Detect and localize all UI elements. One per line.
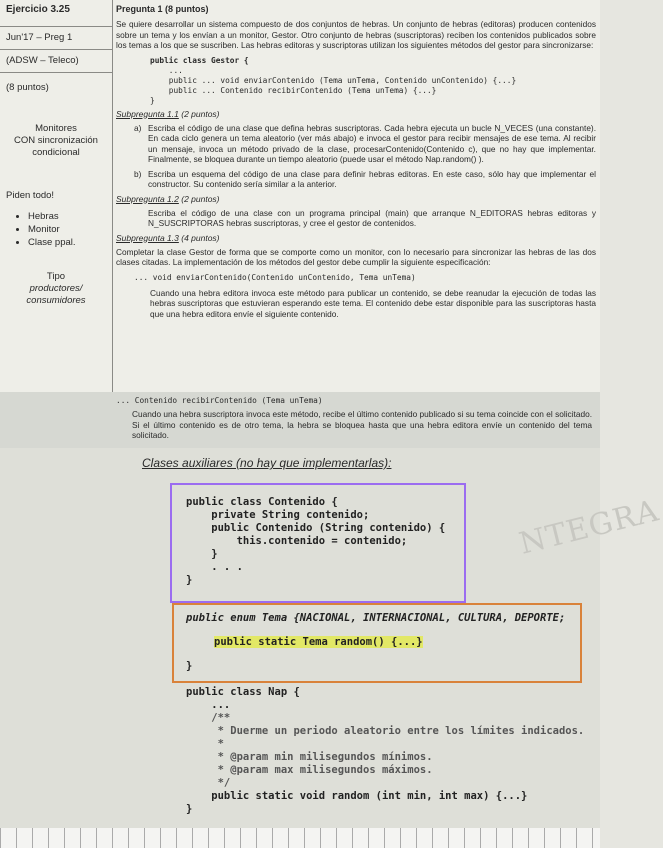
type-line: consumidores — [26, 295, 86, 306]
question-content — [116, 0, 596, 319]
item-label: b) — [134, 168, 142, 179]
code-line — [214, 636, 565, 649]
subquestion-1-heading — [116, 109, 596, 119]
exercise-title: Ejercicio 3.25 — [6, 4, 70, 15]
code-line: /** — [186, 712, 231, 724]
method-description-send: Cuando una hebra editora invoca este método para publicar un contenido, se debe reanudar la ejecución de todas las hebras suscriptoras que estuvieran esperando este tema. El contenido debe estar disponible para las suscriptoras hasta que una hebra editora envíe el siguiente contenido. — [150, 287, 596, 319]
grid-line — [496, 828, 497, 848]
asks-item: • Monitor — [28, 223, 112, 236]
grid-line — [416, 828, 417, 848]
asks-list — [28, 210, 112, 249]
sidebar-notes — [0, 0, 113, 392]
code-line: ... — [150, 65, 183, 75]
grid-line — [0, 828, 1, 848]
code-line: * Duerme un periodo aleatorio entre los límites indicados. — [186, 725, 585, 737]
grid-line — [48, 828, 49, 848]
method-description-receive: Cuando una hebra suscriptora invoca este método, recibe el último contenido publicado si su tema coincide con el solicitado. Si el último contenido es de otro tema, la hebra se bloquea hasta que una hebra editora envíe un contenido del tema solicitado. — [132, 409, 592, 440]
grid-line — [288, 828, 289, 848]
subquestion-3-points: (4 puntos) — [181, 232, 220, 243]
grid-line — [64, 828, 65, 848]
code-line: public Contenido (String contenido) { — [186, 522, 446, 534]
grid-line — [464, 828, 465, 848]
topic-line: CON sincronización — [14, 135, 98, 146]
grid-line — [576, 828, 577, 848]
grid-line — [16, 828, 17, 848]
code-line: } — [186, 574, 193, 586]
points-box — [0, 73, 112, 99]
subquestion-2-title: Subpregunta 1.2 — [116, 193, 179, 204]
subquestion-3-title: Subpregunta 1.3 — [116, 232, 179, 243]
subquestion-1-points: (2 puntos) — [181, 108, 220, 119]
type-line: Tipo — [46, 271, 66, 282]
grid-line — [400, 828, 401, 848]
exam-label: Jun'17 – Preg 1 — [6, 32, 73, 43]
subquestion-3-text: Completar la clase Gestor de forma que se comporte como un monitor, con lo necesario para sincronizar las hebras de las dos clases citadas. La implementación de los métodos del gestor debe cumplir la siguiente especificación: — [116, 246, 596, 267]
exam-sheet-top — [0, 0, 600, 392]
subquestion-2-points: (2 puntos) — [181, 193, 220, 204]
grid-line — [560, 828, 561, 848]
tema-code — [186, 612, 565, 673]
grid-line — [528, 828, 529, 848]
subquestion-3-heading — [116, 233, 596, 243]
asks-box — [0, 189, 112, 249]
asks-item: • Clase ppal. — [28, 236, 112, 249]
asks-label: Piden todo! — [6, 190, 55, 201]
code-line: . . . — [186, 561, 243, 573]
grid-line — [224, 828, 225, 848]
aux-title: Clases auxiliares (no hay que implementarlas): — [142, 456, 392, 470]
grid-line — [192, 828, 193, 848]
watermark-logo: NTEGRA — [515, 493, 663, 562]
code-line: } — [186, 548, 218, 560]
grid-line — [128, 828, 129, 848]
grid-line — [144, 828, 145, 848]
grid-line — [256, 828, 257, 848]
item-text: Escriba el código de una clase que defina hebras suscriptoras. Cada hebra ejecuta un bucle N_VECES (una constante). En cada ciclo genera un tema aleatorio (ver más abajo) e invoca el gestor para recibir mensajes de ese tema. Al recibir un mensaje, invoca un método privado de la clase, procesarContenido(Contenido c), que no hay que implementar. Finalmente, se bloquea durante un tiempo aleatorio (puede usar el método Nap.random() ). — [148, 122, 596, 164]
grid-line — [272, 828, 273, 848]
code-line: ... — [186, 699, 231, 711]
topic-box — [0, 123, 112, 159]
code-line: * @param min milisegundos mínimos. — [186, 751, 433, 763]
points-label: (8 puntos) — [6, 82, 49, 93]
question-title: Pregunta 1 (8 puntos) — [116, 4, 209, 14]
method-signature-send: ... void enviarContenido(Contenido unContenido, Tema unTema) — [134, 272, 416, 282]
code-line: } — [186, 803, 193, 815]
highlighted-method: public static Tema random() {...} — [214, 636, 423, 648]
exercise-title-box — [0, 0, 112, 27]
grid-line — [160, 828, 161, 848]
code-line: } — [150, 95, 155, 105]
code-line: this.contenido = contenido; — [186, 535, 408, 547]
code-line: public ... Contenido recibirContenido (Tema unTema) {...} — [150, 85, 437, 95]
grid-line — [592, 828, 593, 848]
grid-line — [480, 828, 481, 848]
method-signature-receive: ... Contenido recibirContenido (Tema unTema) — [116, 396, 323, 405]
grid-line — [432, 828, 433, 848]
grid-line — [208, 828, 209, 848]
grid-line — [304, 828, 305, 848]
item-label: a) — [134, 122, 142, 133]
subquestion-1a — [134, 123, 596, 165]
code-line: public class Gestor { — [150, 55, 249, 65]
code-line: public enum Tema {NACIONAL, INTERNACIONAL, CULTURA, DEPORTE; — [186, 612, 566, 624]
grid-line — [544, 828, 545, 848]
grid-line — [368, 828, 369, 848]
grid-line — [448, 828, 449, 848]
grid-line — [352, 828, 353, 848]
exam-sheet-continuation — [0, 392, 600, 448]
topic-line: Monitores — [35, 123, 77, 134]
grid-line — [32, 828, 33, 848]
grid-line — [240, 828, 241, 848]
code-line: public class Contenido { — [186, 496, 338, 508]
bottom-strip — [0, 828, 600, 848]
gestor-code — [150, 56, 596, 106]
asks-item: • Hebras — [28, 210, 112, 223]
code-line: */ — [186, 777, 231, 789]
code-line: public class Nap { — [186, 686, 300, 698]
subquestion-2-heading — [116, 194, 596, 204]
code-line: * — [186, 738, 224, 750]
grid-line — [80, 828, 81, 848]
code-line: public static void random (int min, int max) {...} — [186, 790, 528, 802]
grid-line — [96, 828, 97, 848]
degree-box — [0, 50, 112, 73]
code-line: private String contenido; — [186, 509, 370, 521]
subquestion-1b — [134, 169, 596, 190]
grid-line — [112, 828, 113, 848]
topic-line: condicional — [32, 147, 80, 158]
code-line: } — [186, 660, 193, 672]
question-intro: Se quiere desarrollar un sistema compuesto de dos conjuntos de hebras. Un conjunto de hebras (editoras) producen contenidos sobre un tema y los envían a un monitor, Gestor. Otro conjunto de hebras (suscriptoras) reciben los contenidos publicados sobre los temas a los que se suscriben. Las hebras editoras y suscriptoras utilizan los siguientes métodos del gestor para sincronizarse: — [116, 19, 596, 50]
grid-line — [320, 828, 321, 848]
subquestion-1-title: Subpregunta 1.1 — [116, 108, 179, 119]
code-line: public ... void enviarContenido (Tema unTema, Contenido unContenido) {...} — [150, 75, 517, 85]
type-line: productores/ — [29, 283, 83, 294]
item-text: Escriba un esquema del código de una clase para definir hebras editoras. En este caso, sólo hay que implementar el constructor. Su contenido sería similar a la anterior. — [148, 168, 596, 189]
grid-line — [384, 828, 385, 848]
code-line: * @param max milisegundos máximos. — [186, 764, 433, 776]
auxiliary-classes-photo — [0, 448, 663, 848]
grid-line — [176, 828, 177, 848]
subquestion-2-text: Escriba el código de una clase con un programa principal (main) que arranque N_EDITORAS hebras editoras y N_SUSCRIPTORAS hebras suscriptoras, y cree el gestor de contenidos. — [148, 207, 596, 228]
grid-line — [336, 828, 337, 848]
grid-line — [512, 828, 513, 848]
type-box — [0, 271, 112, 307]
exam-box — [0, 27, 112, 50]
nap-code — [186, 686, 584, 816]
degree-label: (ADSW – Teleco) — [6, 55, 79, 66]
contenido-code — [186, 496, 445, 587]
